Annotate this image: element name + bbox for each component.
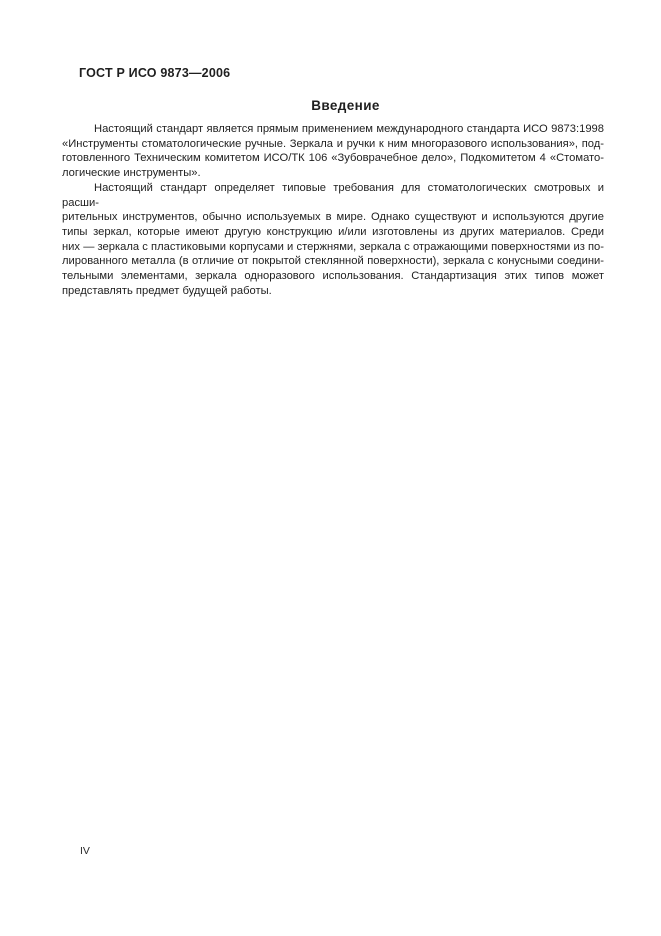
text-line: тельными элементами, зеркала одноразового использования. Стандартизация этих типов может bbox=[62, 270, 604, 283]
text-line: представлять предмет будущей работы. bbox=[62, 284, 272, 297]
text-line: них — зеркала с пластиковыми корпусами и стержнями, зеркала с отражающими поверхностями из по- bbox=[62, 240, 604, 253]
body-text bbox=[62, 122, 604, 298]
text-line: готовленного Техническим комитетом ИСО/ТК 106 «Зубоврачебное дело», Подкомитетом 4 «Стомато- bbox=[62, 152, 604, 165]
page-number: IV bbox=[80, 845, 90, 857]
text-line: «Инструменты стоматологические ручные. Зеркала и ручки к ним многоразового использования», под- bbox=[62, 137, 604, 150]
running-header: ГОСТ Р ИСО 9873—2006 bbox=[79, 66, 231, 80]
paragraph-1 bbox=[62, 122, 604, 181]
text-line: логические инструменты». bbox=[62, 167, 201, 180]
text-line: рительных инструментов, обычно используемых в мире. Однако существуют и используются другие bbox=[62, 211, 604, 224]
section-title: Введение bbox=[311, 98, 380, 113]
text-line: лированного металла (в отличие от покрытой стеклянной поверхности), зеркала с конусными соедини- bbox=[62, 255, 604, 268]
text-line: Настоящий стандарт определяет типовые требования для стоматологических смотровых и расши- bbox=[62, 181, 604, 209]
text-line: типы зеркал, которые имеют другую конструкцию и/или изготовлены из других материалов. Среди bbox=[62, 225, 604, 238]
text-line: Настоящий стандарт является прямым применением международного стандарта ИСО 9873:1998 bbox=[94, 123, 604, 135]
paragraph-2 bbox=[62, 181, 604, 299]
